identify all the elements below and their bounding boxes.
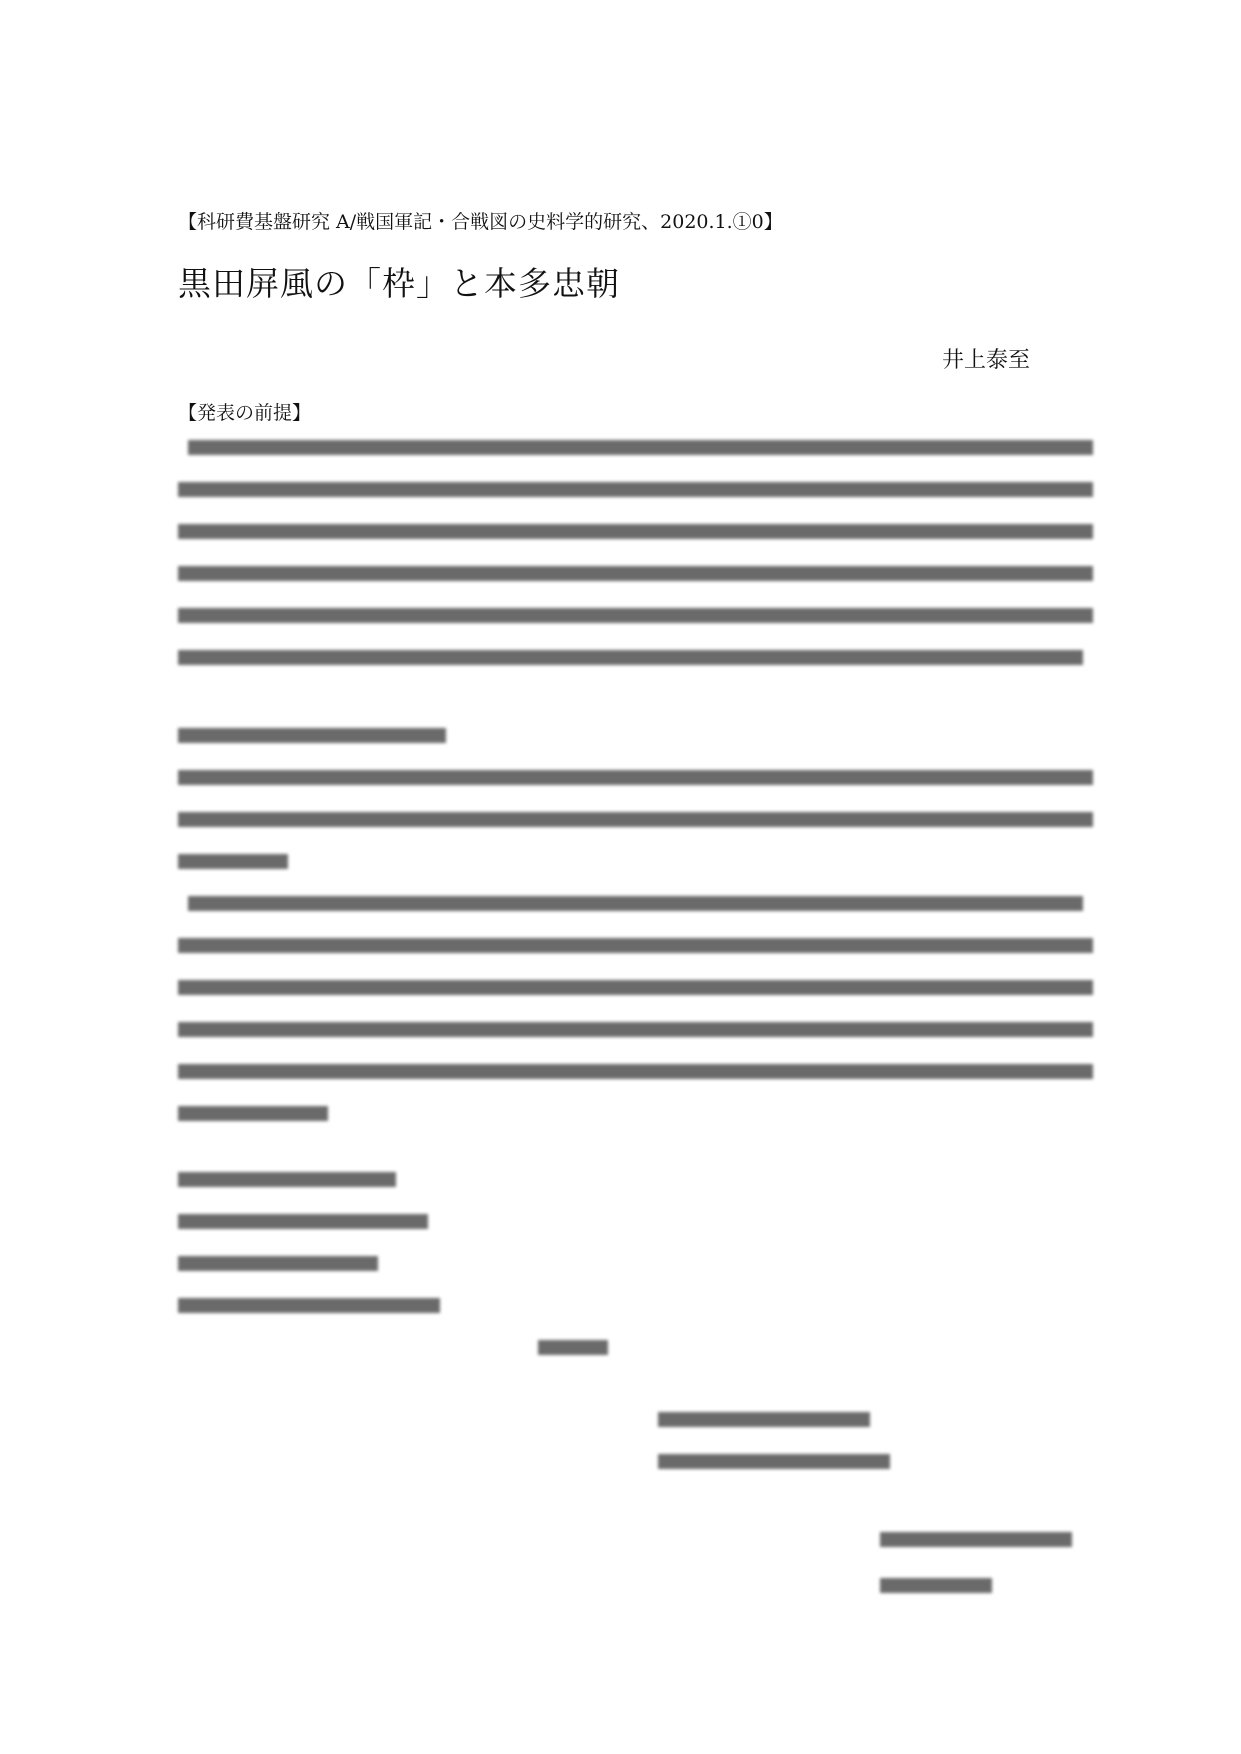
illegible-text-line bbox=[178, 1064, 1093, 1079]
illegible-text-line bbox=[178, 1256, 378, 1271]
illegible-text-line bbox=[658, 1412, 870, 1427]
illegible-text-line bbox=[178, 938, 1093, 953]
illegible-text-line bbox=[178, 1298, 440, 1313]
illegible-text-line bbox=[538, 1340, 608, 1355]
illegible-text-line bbox=[188, 896, 1083, 911]
illegible-text-line bbox=[178, 608, 1093, 623]
illegible-section-heading bbox=[178, 1172, 396, 1187]
illegible-text-line bbox=[178, 566, 1093, 581]
illegible-text-line bbox=[178, 1214, 428, 1229]
illegible-text-line bbox=[178, 482, 1093, 497]
illegible-text-line bbox=[880, 1578, 992, 1593]
illegible-text-line bbox=[178, 812, 1093, 827]
illegible-text-line bbox=[178, 524, 1093, 539]
illegible-text-line bbox=[658, 1454, 890, 1469]
section-label: 【発表の前提】 bbox=[178, 402, 312, 424]
illegible-text-line bbox=[178, 650, 1083, 665]
illegible-text-line bbox=[880, 1532, 1072, 1547]
illegible-text-line bbox=[178, 770, 1093, 785]
illegible-text-line bbox=[188, 440, 1093, 455]
page-title: 黒田屏風の「枠」と本多忠朝 bbox=[178, 264, 620, 303]
illegible-text-line bbox=[178, 854, 288, 869]
illegible-text-line bbox=[178, 980, 1093, 995]
illegible-text-line bbox=[178, 1022, 1093, 1037]
author-name: 井上泰至 bbox=[942, 348, 1031, 373]
header-note: 【科研費基盤研究 A/戦国軍記・合戦図の史料学的研究、2020.1.①0】 bbox=[178, 211, 783, 233]
illegible-text-line bbox=[178, 1106, 328, 1121]
illegible-section-heading bbox=[178, 728, 446, 743]
